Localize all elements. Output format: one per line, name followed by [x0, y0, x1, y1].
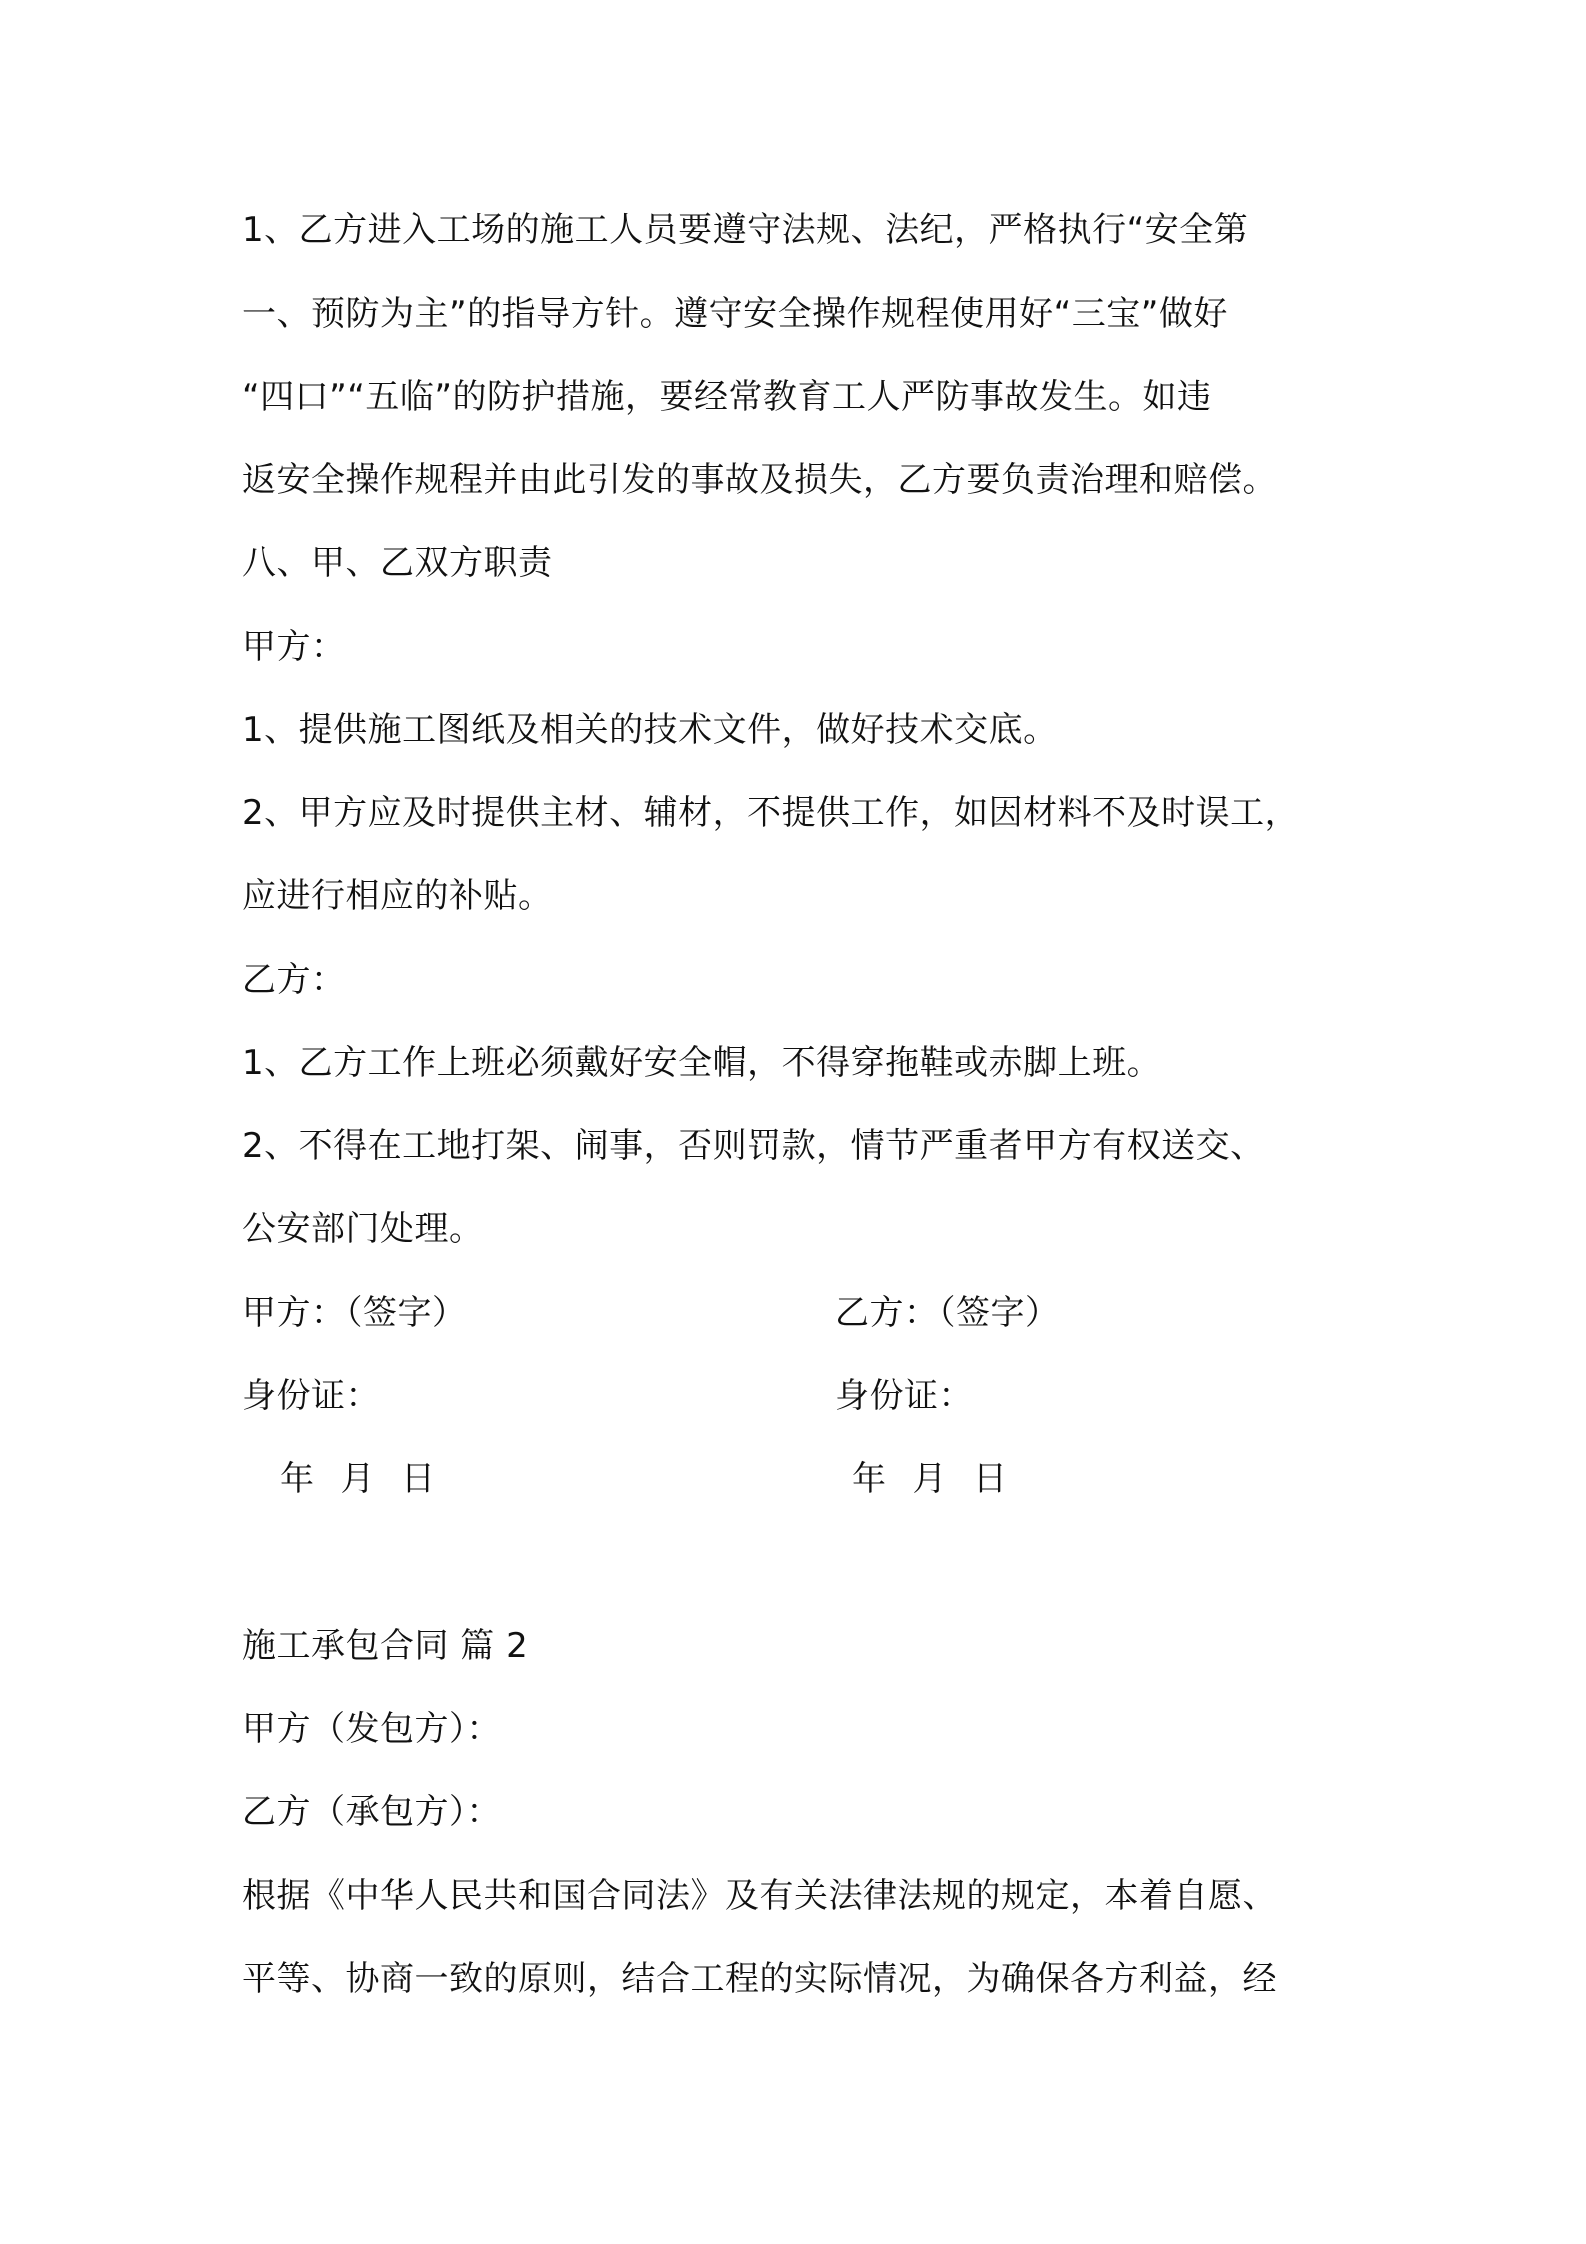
date-day: 日 — [973, 1459, 1008, 1499]
party-a-item-2-line: 应进行相应的补贴。 — [242, 876, 553, 916]
paragraph-line: 返安全操作规程并由此引发的事故及损失，乙方要负责治理和赔偿。 — [242, 460, 1277, 500]
party-b-signature: 乙方：（签字） — [835, 1293, 1060, 1333]
paragraph-line: 1、乙方进入工场的施工人员要遵守法规、法纪，严格执行“安全第 — [242, 210, 1249, 250]
party-a-heading: 甲方： — [242, 627, 346, 667]
party-b-date — [852, 1457, 1586, 1501]
party-a-id-label: 身份证： — [242, 1376, 380, 1416]
paragraph-line: 一、预防为主”的指导方针。遵守安全操作规程使用好“三宝”做好 — [242, 294, 1228, 334]
date-month: 月 — [340, 1459, 375, 1499]
contract-2-intro-line: 平等、协商一致的原则，结合工程的实际情况，为确保各方利益，经 — [242, 1959, 1277, 1999]
section-heading: 八、甲、乙双方职责 — [242, 543, 553, 583]
party-b-item-1: 1、乙方工作上班必须戴好安全帽，不得穿拖鞋或赤脚上班。 — [242, 1043, 1162, 1083]
paragraph-line: “四口”“五临”的防护措施，要经常教育工人严防事故发生。如违 — [242, 377, 1212, 417]
contract-2-intro-line: 根据《中华人民共和国合同法》及有关法律法规的规定，本着自愿、 — [242, 1876, 1277, 1916]
date-year: 年 — [280, 1459, 315, 1499]
date-month: 月 — [912, 1459, 947, 1499]
party-b-heading: 乙方： — [242, 960, 346, 1000]
party-b-item-2-line: 2、不得在工地打架、闹事，否则罚款，情节严重者甲方有权送交、 — [242, 1126, 1265, 1166]
party-a-signature: 甲方：（签字） — [242, 1293, 467, 1333]
date-day: 日 — [401, 1459, 436, 1499]
contract-2-party-a: 甲方（发包方）： — [242, 1709, 501, 1749]
party-b-item-2-line: 公安部门处理。 — [242, 1209, 484, 1249]
contract-2-party-b: 乙方（承包方）： — [242, 1792, 501, 1832]
contract-2-title: 施工承包合同 篇 2 — [242, 1626, 529, 1666]
party-a-item-1: 1、提供施工图纸及相关的技术文件，做好技术交底。 — [242, 710, 1058, 750]
date-year: 年 — [852, 1459, 887, 1499]
party-b-id-label: 身份证： — [835, 1376, 973, 1416]
party-a-item-2-line: 2、甲方应及时提供主材、辅材，不提供工作，如因材料不及时误工， — [242, 793, 1300, 833]
